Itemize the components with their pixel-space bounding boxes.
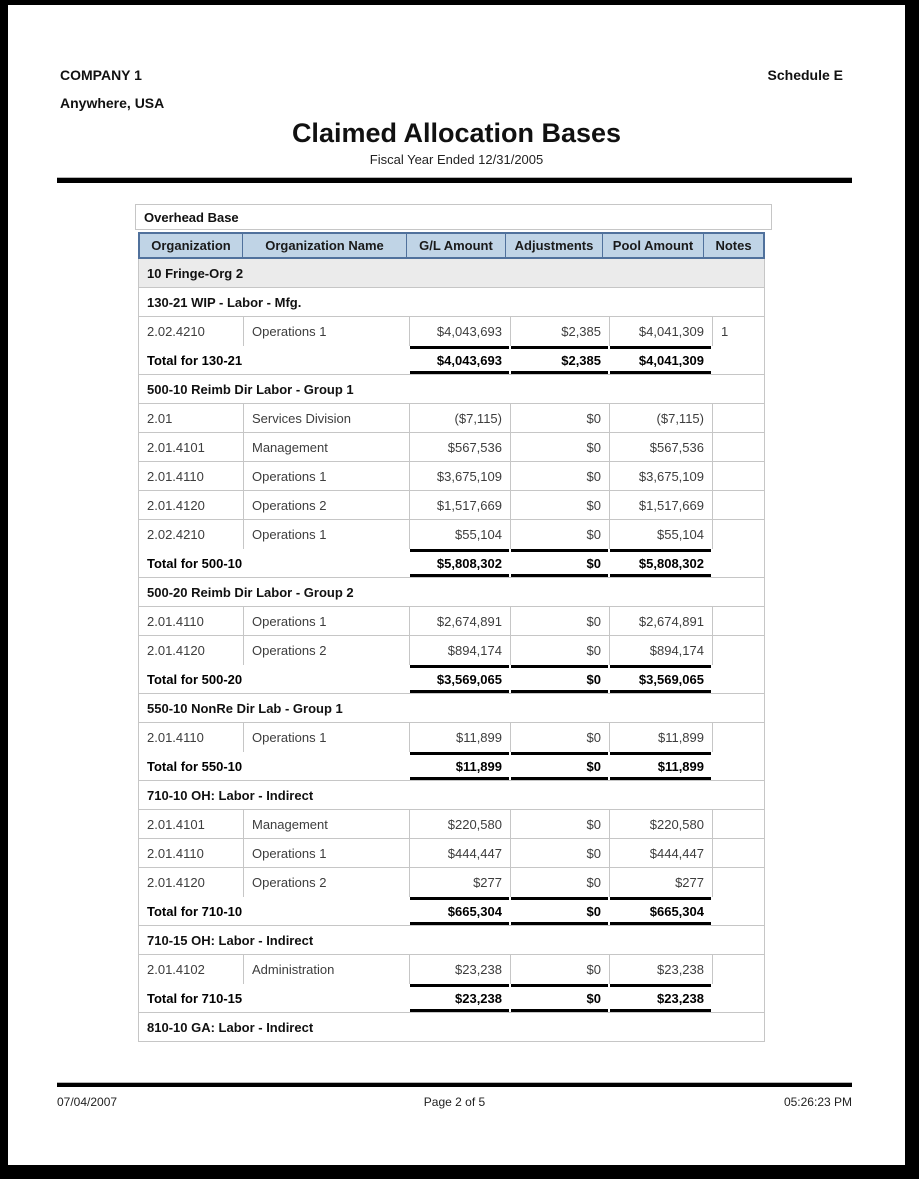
gl-amount-cell: $3,675,109	[409, 462, 510, 490]
organization-cell: 2.01.4110	[147, 613, 204, 629]
total-row	[139, 346, 764, 375]
table-caption: Overhead Base	[135, 204, 772, 230]
total-gl-amount-cell: $3,569,065	[410, 665, 509, 693]
section-heading-row	[139, 1013, 764, 1042]
section-heading-row	[139, 781, 764, 810]
gl-amount-cell: $1,517,669	[409, 491, 510, 519]
section-heading-row	[139, 694, 764, 723]
total-notes-cell	[712, 752, 764, 780]
pool-amount-cell: $23,238	[609, 955, 712, 984]
total-pool-amount-cell: $4,041,309	[610, 346, 711, 374]
group-header-label: 10 Fringe-Org 2	[147, 265, 244, 281]
adjustments-cell: $0	[510, 491, 609, 519]
total-pool-amount-cell: $23,238	[610, 984, 711, 1012]
total-gl-amount-cell: $23,238	[410, 984, 509, 1012]
notes-cell	[712, 433, 764, 461]
total-adjustments-cell: $0	[511, 897, 608, 925]
organization-name-cell: Administration	[243, 955, 409, 984]
total-adjustments-cell: $0	[511, 665, 608, 693]
pool-amount-cell: $567,536	[609, 433, 712, 461]
total-gl-amount-cell: $665,304	[410, 897, 509, 925]
col-header-pool-amount: Pool Amount	[602, 234, 703, 257]
total-label: Total for 500-20	[147, 671, 243, 687]
organization-name-cell: Operations 1	[243, 317, 409, 346]
company-location: Anywhere, USA	[60, 95, 165, 111]
total-pool-amount-cell: $665,304	[610, 897, 711, 925]
total-gl-amount-cell: $11,899	[410, 752, 509, 780]
total-notes-cell	[712, 549, 764, 577]
table-grid	[138, 232, 765, 1042]
organization-name-cell: Operations 2	[243, 636, 409, 665]
total-row	[139, 549, 764, 578]
organization-name-cell: Operations 1	[243, 839, 409, 867]
total-label: Total for 130-21	[147, 352, 243, 368]
organization-name-cell: Management	[243, 810, 409, 838]
organization-cell: 2.01.4110	[147, 730, 204, 745]
section-heading-label: 810-10 GA: Labor - Indirect	[147, 1019, 314, 1035]
col-header-gl-amount: G/L Amount	[406, 234, 505, 257]
adjustments-cell: $0	[510, 839, 609, 867]
adjustments-cell: $0	[510, 636, 609, 665]
table-row	[139, 404, 764, 433]
col-header-notes: Notes	[703, 234, 763, 257]
report-page	[8, 5, 905, 1165]
footer-rule	[57, 1082, 852, 1087]
page-footer	[57, 1095, 852, 1111]
adjustments-cell: $2,385	[510, 317, 609, 346]
organization-cell: 2.01.4120	[147, 497, 205, 513]
total-notes-cell	[712, 897, 764, 925]
total-label: Total for 710-10	[147, 903, 243, 919]
table-row	[139, 839, 764, 868]
organization-cell: 2.02.4210	[147, 324, 205, 339]
footer-time: 05:26:23 PM	[783, 1095, 852, 1109]
pool-amount-cell: $2,674,891	[609, 607, 712, 635]
gl-amount-cell: $2,674,891	[409, 607, 510, 635]
adjustments-cell: $0	[510, 404, 609, 432]
company-name: COMPANY 1	[60, 67, 142, 83]
pool-amount-cell: $894,174	[609, 636, 712, 665]
table-row	[139, 317, 764, 346]
pool-amount-cell: $277	[609, 868, 712, 897]
organization-name-cell: Services Division	[243, 404, 409, 432]
organization-name-cell: Operations 1	[243, 607, 409, 635]
notes-cell	[712, 723, 764, 752]
schedule-label: Schedule E	[767, 67, 843, 83]
total-pool-amount-cell: $3,569,065	[610, 665, 711, 693]
table-row	[139, 607, 764, 636]
pool-amount-cell: $11,899	[609, 723, 712, 752]
gl-amount-cell: $4,043,693	[409, 317, 510, 346]
table-row	[139, 636, 764, 665]
col-header-organization-name: Organization Name	[242, 234, 406, 257]
total-notes-cell	[712, 984, 764, 1012]
organization-name-cell: Operations 2	[243, 868, 409, 897]
table-header-row	[138, 232, 765, 259]
table-row	[139, 810, 764, 839]
pool-amount-cell: $1,517,669	[609, 491, 712, 519]
organization-name-cell: Management	[243, 433, 409, 461]
notes-cell	[712, 491, 764, 519]
total-label: Total for 500-10	[147, 555, 243, 571]
table-row	[139, 723, 764, 752]
notes-cell	[712, 839, 764, 867]
report-title: Claimed Allocation Bases	[291, 118, 622, 148]
organization-cell: 2.01.4110	[147, 845, 204, 861]
notes-cell	[712, 636, 764, 665]
notes-cell: 1	[712, 317, 764, 346]
organization-name-cell: Operations 1	[243, 723, 409, 752]
organization-name-cell: Operations 1	[243, 462, 409, 490]
table-body	[138, 259, 765, 1042]
total-label: Total for 710-15	[147, 990, 243, 1006]
section-heading-label: 710-10 OH: Labor - Indirect	[147, 787, 314, 803]
notes-cell	[712, 868, 764, 897]
notes-cell	[712, 462, 764, 490]
total-pool-amount-cell: $11,899	[610, 752, 711, 780]
pool-amount-cell: $444,447	[609, 839, 712, 867]
organization-cell: 2.01	[147, 410, 173, 426]
table-row	[139, 433, 764, 462]
section-heading-row	[139, 578, 764, 607]
table-row	[139, 462, 764, 491]
total-row	[139, 984, 764, 1013]
organization-cell: 2.01.4120	[147, 643, 205, 658]
total-notes-cell	[712, 665, 764, 693]
section-heading-label: 550-10 NonRe Dir Lab - Group 1	[147, 700, 343, 716]
gl-amount-cell: ($7,115)	[409, 404, 510, 432]
total-adjustments-cell: $0	[511, 549, 608, 577]
notes-cell	[712, 520, 764, 549]
adjustments-cell: $0	[510, 868, 609, 897]
organization-cell: 2.01.4101	[147, 816, 205, 832]
organization-cell: 2.01.4101	[147, 439, 205, 455]
pool-amount-cell: ($7,115)	[609, 404, 712, 432]
notes-cell	[712, 810, 764, 838]
total-gl-amount-cell: $5,808,302	[410, 549, 509, 577]
adjustments-cell: $0	[510, 723, 609, 752]
section-heading-row	[139, 375, 764, 404]
footer-page-number: Page 2 of 5	[423, 1095, 486, 1109]
organization-cell: 2.02.4210	[147, 527, 205, 542]
notes-cell	[712, 404, 764, 432]
gl-amount-cell: $23,238	[409, 955, 510, 984]
section-heading-label: 500-10 Reimb Dir Labor - Group 1	[147, 381, 354, 397]
report-subtitle: Fiscal Year Ended 12/31/2005	[369, 152, 544, 167]
total-adjustments-cell: $0	[511, 984, 608, 1012]
gl-amount-cell: $567,536	[409, 433, 510, 461]
section-heading-label: 710-15 OH: Labor - Indirect	[147, 932, 314, 948]
adjustments-cell: $0	[510, 955, 609, 984]
adjustments-cell: $0	[510, 462, 609, 490]
organization-cell: 2.01.4102	[147, 962, 205, 977]
organization-cell: 2.01.4120	[147, 875, 205, 890]
section-heading-label: 130-21 WIP - Labor - Mfg.	[147, 294, 302, 310]
footer-date: 07/04/2007	[57, 1095, 118, 1109]
adjustments-cell: $0	[510, 520, 609, 549]
organization-name-cell: Operations 1	[243, 520, 409, 549]
header-rule	[57, 177, 852, 183]
gl-amount-cell: $11,899	[409, 723, 510, 752]
gl-amount-cell: $444,447	[409, 839, 510, 867]
table-row	[139, 491, 764, 520]
total-row	[139, 665, 764, 694]
gl-amount-cell: $277	[409, 868, 510, 897]
section-heading-row	[139, 926, 764, 955]
organization-name-cell: Operations 2	[243, 491, 409, 519]
pool-amount-cell: $55,104	[609, 520, 712, 549]
gl-amount-cell: $55,104	[409, 520, 510, 549]
table-row	[139, 955, 764, 984]
group-header-row	[139, 259, 764, 288]
total-adjustments-cell: $0	[511, 752, 608, 780]
pool-amount-cell: $3,675,109	[609, 462, 712, 490]
total-gl-amount-cell: $4,043,693	[410, 346, 509, 374]
table-row	[139, 520, 764, 549]
adjustments-cell: $0	[510, 607, 609, 635]
total-pool-amount-cell: $5,808,302	[610, 549, 711, 577]
gl-amount-cell: $220,580	[409, 810, 510, 838]
total-row	[139, 897, 764, 926]
notes-cell	[712, 955, 764, 984]
table-row	[139, 868, 764, 897]
total-label: Total for 550-10	[147, 758, 243, 774]
gl-amount-cell: $894,174	[409, 636, 510, 665]
pool-amount-cell: $4,041,309	[609, 317, 712, 346]
adjustments-cell: $0	[510, 433, 609, 461]
pool-amount-cell: $220,580	[609, 810, 712, 838]
allocation-table	[135, 204, 772, 1042]
adjustments-cell: $0	[510, 810, 609, 838]
total-row	[139, 752, 764, 781]
total-notes-cell	[712, 346, 764, 374]
section-heading-label: 500-20 Reimb Dir Labor - Group 2	[147, 584, 354, 600]
section-heading-row	[139, 288, 764, 317]
col-header-adjustments: Adjustments	[505, 234, 602, 257]
col-header-organization: Organization	[151, 238, 231, 253]
notes-cell	[712, 607, 764, 635]
total-adjustments-cell: $2,385	[511, 346, 608, 374]
organization-cell: 2.01.4110	[147, 468, 204, 484]
